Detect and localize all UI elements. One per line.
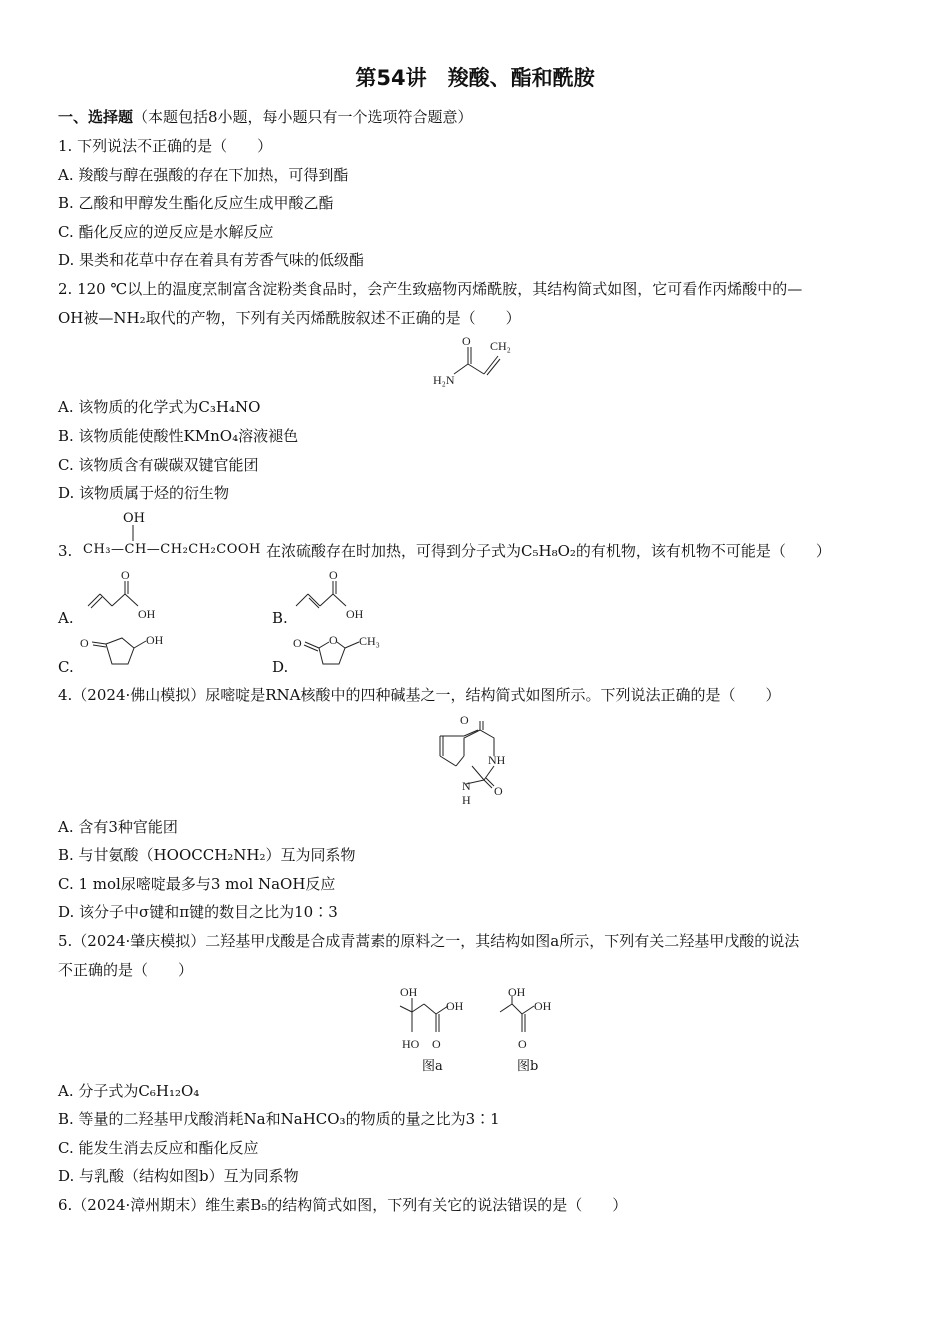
q2-option-b: B. 该物质能使酸性KMnO₄溶液褪色 (58, 427, 299, 445)
atom-oh-top: OH (400, 985, 418, 999)
q3-stem: 在浓硫酸存在时加热，可得到分子式为C₅H₈O₂的有机物，该有机物不可能是（ ） (266, 542, 831, 560)
q4-option-c: C. 1 mol尿嘧啶最多与3 mol NaOH反应 (58, 875, 336, 893)
atom-h2n: H₂N (433, 373, 455, 387)
q2-stem-line2: OH被—NH₂取代的产物，下列有关丙烯酰胺叙述不正确的是（ ） (58, 309, 521, 327)
atom-oh: OH (346, 607, 364, 621)
atom-nh: NH (488, 753, 506, 767)
atom-ch2: CH₂ (490, 339, 511, 353)
atom-o: O (80, 636, 89, 650)
q3-option-c-structure (76, 628, 176, 674)
atom-oh: OH (138, 607, 156, 621)
atom-oh-acid: OH (446, 999, 464, 1013)
q3-option-c-label: C. (58, 658, 74, 676)
acrylamide-structure (430, 334, 530, 390)
atom-oh-top: OH (508, 985, 526, 999)
atom-h: H (462, 793, 471, 807)
atom-o: O (121, 568, 130, 582)
figure-b-structure (496, 982, 576, 1054)
atom-o: O (518, 1037, 527, 1051)
q2-option-d: D. 该物质属于烃的衍生物 (58, 484, 230, 502)
q3-option-b-structure (292, 568, 382, 624)
atom-oh-acid: OH (534, 999, 552, 1013)
section-heading (58, 107, 473, 127)
q3-number: 3. (58, 542, 73, 560)
q2-stem-line1: 2. 120 ℃以上的温度烹制富含淀粉类食品时，会产生致癌物丙烯酰胺，其结构简式如图，它可看作丙烯酸中的— (58, 280, 803, 298)
q3-option-a-label: A. (58, 609, 74, 627)
q1-stem: 1. 下列说法不正确的是（ ） (58, 137, 273, 155)
q1-option-d: D. 果类和花草中存在着具有芳香气味的低级酯 (58, 251, 365, 269)
q3-option-d-structure (289, 628, 389, 674)
q3-option-a-structure (84, 568, 174, 624)
q1-option-c: C. 酯化反应的逆反应是水解反应 (58, 223, 274, 241)
q4-option-d: D. 该分子中σ键和π键的数目之比为10∶3 (58, 903, 338, 921)
page-title: 第54讲 羧酸、酯和酰胺 (355, 66, 595, 90)
q1-option-b: B. 乙酸和甲醇发生酯化反应生成甲酸乙酯 (58, 194, 334, 212)
atom-n: N (462, 779, 471, 793)
section-note: （本题包括8小题，每小题只有一个选项符合题意） (133, 108, 473, 126)
atom-o2: O (494, 784, 503, 798)
figure-a-structure (392, 982, 482, 1054)
figure-b-caption: 图b (517, 1059, 539, 1074)
q5-option-a: A. 分子式为C₆H₁₂O₄ (58, 1082, 200, 1100)
atom-ring-o: O (329, 633, 338, 647)
atom-o: O (462, 334, 471, 348)
q3-oh-label: OH (123, 511, 145, 526)
atom-o: O (329, 568, 338, 582)
q5-option-b: B. 等量的二羟基甲戊酸消耗Na和NaHCO₃的物质的量之比为3∶1 (58, 1110, 500, 1128)
figure-a-caption: 图a (422, 1059, 443, 1074)
q3-formula: CH₃—CH—CH₂CH₂COOH (83, 542, 261, 557)
atom-oh: OH (146, 633, 164, 647)
q5-option-d: D. 与乳酸（结构如图b）互为同系物 (58, 1167, 299, 1185)
q5-option-c: C. 能发生消去反应和酯化反应 (58, 1139, 259, 1157)
q6-stem: 6.（2024·漳州期末）维生素B₅的结构简式如图，下列有关它的说法错误的是（ ） (58, 1196, 628, 1214)
q3-option-b-label: B. (272, 609, 288, 627)
atom-o: O (293, 636, 302, 650)
atom-o: O (432, 1037, 441, 1051)
section-head: 一、选择题 (58, 108, 134, 126)
atom-o: O (460, 713, 469, 727)
atom-ch3: CH₃ (359, 634, 380, 648)
q4-option-a: A. 含有3种官能团 (58, 818, 178, 836)
q4-stem: 4.（2024·佛山模拟）尿嘧啶是RNA核酸中的四种碱基之一，结构简式如图所示。下列说法正确的是（ ） (58, 686, 781, 704)
uracil-structure (432, 708, 522, 810)
q4-option-b: B. 与甘氨酸（HOOCCH₂NH₂）互为同系物 (58, 846, 356, 864)
q5-stem-line1: 5.（2024·肇庆模拟）二羟基甲戊酸是合成青蒿素的原料之一，其结构如图a所示，下列有关二羟基甲戊酸的说法 (58, 932, 800, 950)
q3-option-d-label: D. (272, 658, 289, 676)
q1-option-a: A. 羧酸与醇在强酸的存在下加热，可得到酯 (58, 166, 349, 184)
q2-option-c: C. 该物质含有碳碳双键官能团 (58, 456, 259, 474)
atom-ho: HO (402, 1037, 420, 1051)
q2-option-a: A. 该物质的化学式为C₃H₄NO (58, 398, 261, 416)
q5-stem-line2: 不正确的是（ ） (58, 961, 194, 979)
